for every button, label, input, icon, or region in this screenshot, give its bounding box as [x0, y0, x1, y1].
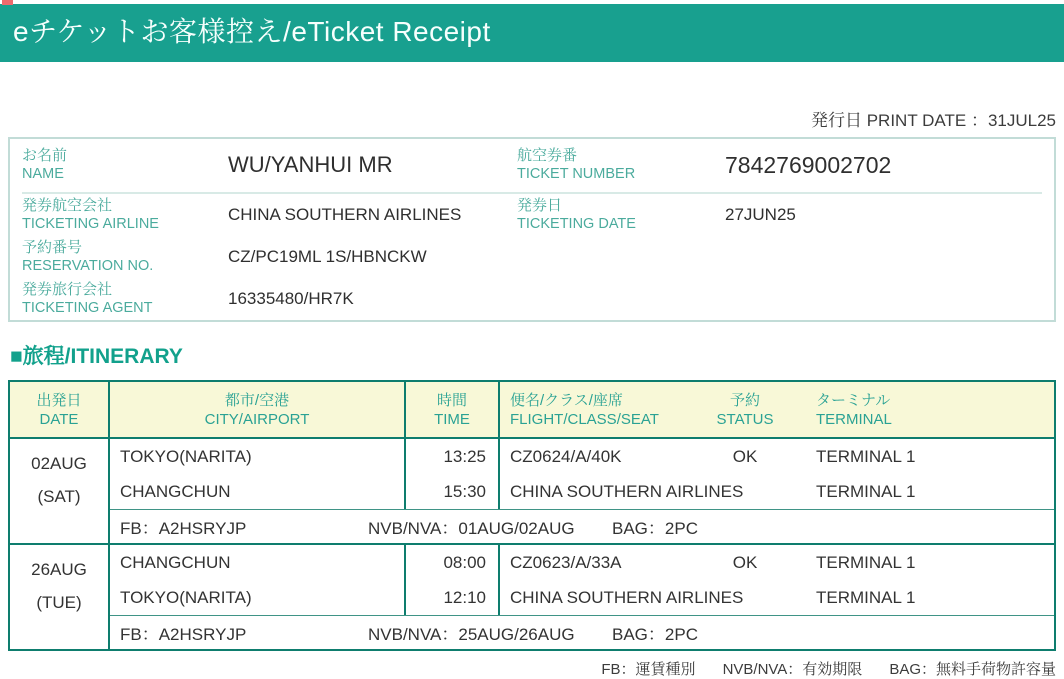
passenger-row-airline-date: [22, 194, 1042, 236]
ticketing-date-label-en: TICKETING DATE: [517, 216, 636, 232]
fare-validity: NVB/NVA：01AUG/02AUG: [368, 519, 575, 538]
itinerary-segment-1: [10, 439, 1054, 543]
header-flight: [500, 382, 700, 437]
ticketing-date-label: [517, 196, 725, 234]
name-label: [22, 146, 228, 184]
leg-status: OK: [732, 552, 758, 572]
leg-city: CHANGCHUN: [110, 474, 406, 509]
leg-operating-airline: CHINA SOUTHERN AIRLINES: [510, 587, 744, 607]
ticket-number-value: 7842769002702: [725, 151, 892, 178]
ticketing-agent-value: 16335480/HR7K: [228, 289, 354, 308]
leg-city: TOKYO(NARITA): [110, 439, 406, 474]
ticketing-agent-label: [22, 280, 228, 318]
name-label-ja: お名前: [22, 147, 68, 164]
header-time-en: TIME: [434, 411, 470, 428]
fare-baggage: BAG：2PC: [612, 625, 698, 644]
ticketing-date-value: 27JUN25: [725, 205, 796, 224]
ticketing-date-label-ja: 発券日: [517, 197, 563, 214]
reservation-no-value: CZ/PC19ML 1S/HBNCKW: [228, 247, 427, 266]
leg-city: TOKYO(NARITA): [110, 580, 406, 615]
ticketing-airline-label: [22, 196, 228, 234]
ticketing-agent-label-ja: 発券旅行会社: [22, 281, 113, 298]
leg-terminal: TERMINAL 1: [816, 481, 916, 501]
fare-info-row: [110, 509, 1054, 543]
legend-fb: FB：運賃種別: [601, 661, 696, 678]
leg-time: 12:10: [406, 580, 500, 615]
ticket-number-label: [517, 146, 725, 184]
ticket-number-label-ja: 航空券番: [517, 147, 578, 164]
header-time: [406, 382, 500, 437]
fare-validity: NVB/NVA：25AUG/26AUG: [368, 625, 575, 644]
name-label-en: NAME: [22, 166, 64, 182]
reservation-no-label-ja: 予約番号: [22, 239, 83, 256]
leg-time: 08:00: [406, 545, 500, 580]
passenger-name-value: WU/YANHUI MR: [228, 152, 393, 177]
leg-status: OK: [732, 446, 758, 466]
segment-date: [10, 439, 110, 543]
segment-day-value: (TUE): [36, 593, 82, 612]
header-date-ja: 出発日: [36, 392, 82, 409]
header-flight-ja: 便名/クラス/座席: [510, 392, 623, 409]
leg-terminal: TERMINAL 1: [816, 552, 916, 572]
passenger-info-box: [8, 137, 1056, 322]
print-date: 発行日 PRINT DATE ：31JUL25: [811, 111, 1056, 130]
passenger-row-reservation: [22, 236, 1042, 278]
legend-bag: BAG：無料手荷物許容量: [889, 661, 1056, 678]
itinerary-segment-2: [10, 543, 1054, 649]
header-time-ja: 時間: [436, 392, 467, 409]
header-city: [110, 382, 406, 437]
leg-flight: CZ0623/A/33A: [510, 552, 622, 572]
header-city-en: CITY/AIRPORT: [204, 411, 310, 428]
ticketing-airline-label-en: TICKETING AIRLINE: [22, 216, 159, 232]
header-status-ja: 予約: [729, 392, 760, 409]
leg-city: CHANGCHUN: [110, 545, 406, 580]
header-flight-en: FLIGHT/CLASS/SEAT: [510, 411, 659, 428]
page-title: eチケットお客様控え/eTicket Receipt: [0, 4, 1064, 62]
itinerary-table-header: [10, 382, 1054, 439]
fare-baggage: BAG：2PC: [612, 519, 698, 538]
leg-flight: CZ0624/A/40K: [510, 446, 622, 466]
header-status-en: STATUS: [716, 411, 774, 428]
header-date-en: DATE: [39, 411, 79, 428]
leg-terminal: TERMINAL 1: [816, 446, 916, 466]
leg-operating-airline: CHINA SOUTHERN AIRLINES: [510, 481, 744, 501]
header-terminal-en: TERMINAL: [816, 411, 892, 428]
passenger-row-name-ticket: [22, 139, 1042, 194]
segment-date-value: 26AUG: [31, 560, 87, 579]
leg-time: 15:30: [406, 474, 500, 509]
ticketing-agent-label-en: TICKETING AGENT: [22, 300, 153, 316]
ticketing-airline-label-ja: 発券航空会社: [22, 197, 113, 214]
fare-basis: FB：A2HSRYJP: [120, 625, 247, 644]
fare-basis: FB：A2HSRYJP: [120, 519, 247, 538]
ticketing-airline-value: CHINA SOUTHERN AIRLINES: [228, 205, 462, 224]
leg-time: 13:25: [406, 439, 500, 474]
header-date: [10, 382, 110, 437]
segment-day-value: (SAT): [37, 487, 81, 506]
abbreviation-legend: [8, 658, 1056, 679]
ticket-number-label-en: TICKET NUMBER: [517, 166, 636, 182]
reservation-no-label: [22, 238, 228, 276]
screenshot-corner-artifact: [2, 0, 13, 5]
fare-info-row: [110, 615, 1054, 649]
header-status: [700, 382, 790, 437]
segment-date: [10, 545, 110, 649]
passenger-row-agent: [22, 278, 1042, 320]
header-terminal-ja: ターミナル: [816, 392, 891, 409]
itinerary-table: [8, 380, 1056, 651]
leg-terminal: TERMINAL 1: [816, 587, 916, 607]
itinerary-section-title: ■旅程/ITINERARY: [10, 345, 183, 368]
header-city-ja: 都市/空港: [224, 392, 290, 409]
legend-nvbnva: NVB/NVA：有効期限: [722, 661, 863, 678]
header-terminal: [790, 382, 1054, 437]
reservation-no-label-en: RESERVATION NO.: [22, 258, 154, 274]
segment-date-value: 02AUG: [31, 454, 87, 473]
